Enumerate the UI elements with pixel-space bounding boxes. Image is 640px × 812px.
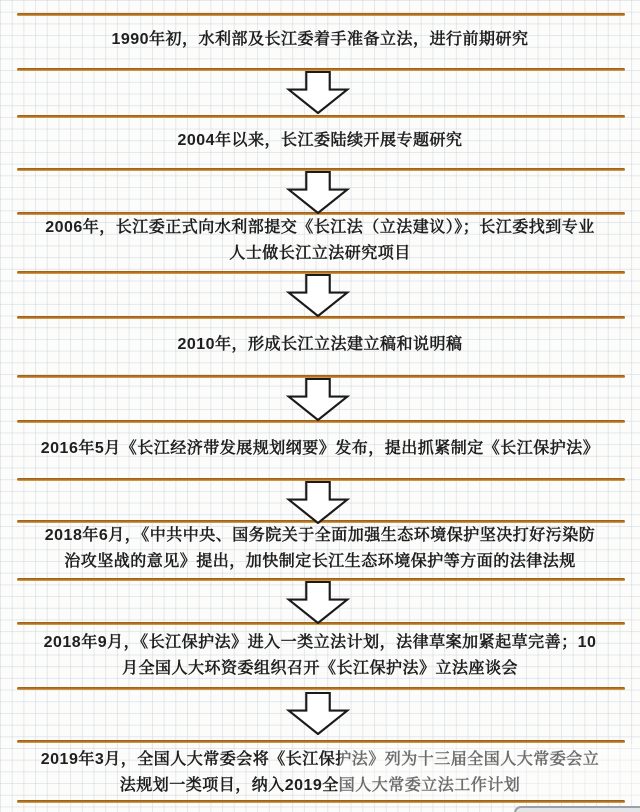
down-arrow-icon — [286, 692, 350, 735]
step-line: 2006年，长江委正式向水利部提交《长江法（立法建议）》；长江委找到专业 — [45, 219, 595, 236]
step-line: 月全国人大环资委组织召开《长江保护法》立法座谈会 — [121, 660, 518, 677]
step-line: 2018年9月，《长江保护法》进入一类立法计划，法律草案加紧起草完善；10 — [43, 634, 597, 651]
step-line: 2018年6月，《中共中央、国务院关于全面加强生态环境保护坚决打好污染防 — [44, 527, 596, 544]
down-arrow-icon — [286, 71, 350, 114]
down-arrow-icon — [286, 171, 350, 214]
step-line: 2016年5月《长江经济带发展规划纲要》发布，提出抓紧制定《长江保护法》 — [40, 440, 600, 457]
step-line: 1990年初，水利部及长江委着手准备立法，进行前期研究 — [111, 31, 529, 48]
timeline-step-text — [0, 128, 640, 154]
divider-line — [17, 115, 625, 118]
divider-line — [17, 13, 625, 16]
timeline-step-text — [0, 436, 640, 462]
step-line: 2004年以来，长江委陆续开展专题研究 — [177, 132, 463, 149]
timeline-step-text — [0, 630, 640, 682]
step-line: 2010年，形成长江立法建立稿和说明稿 — [177, 336, 463, 353]
step-line: 2019年3月，全国人大常委会将《长江保护法》列为十三届全国人大常委会立 — [40, 751, 600, 768]
step-line: 治攻坚战的意见》提出，加快制定长江生态环境保护等方面的法律法规 — [64, 553, 576, 570]
down-arrow-icon — [286, 274, 350, 317]
divider-line — [17, 740, 625, 743]
watermark-remnant — [514, 806, 640, 812]
timeline-step-text — [0, 332, 640, 358]
timeline-step-text — [0, 747, 640, 799]
down-arrow-icon — [286, 378, 350, 421]
down-arrow-icon — [286, 581, 350, 624]
divider-line — [17, 800, 625, 803]
timeline-step-text — [0, 523, 640, 575]
step-line: 法规划一类项目，纳入2019全国人大常委立法工作计划 — [119, 777, 521, 794]
timeline-step-text — [0, 215, 640, 267]
step-line: 人士做长江立法研究项目 — [229, 245, 411, 262]
divider-line — [17, 687, 625, 690]
down-arrow-icon — [286, 481, 350, 524]
timeline-step-text — [0, 27, 640, 53]
